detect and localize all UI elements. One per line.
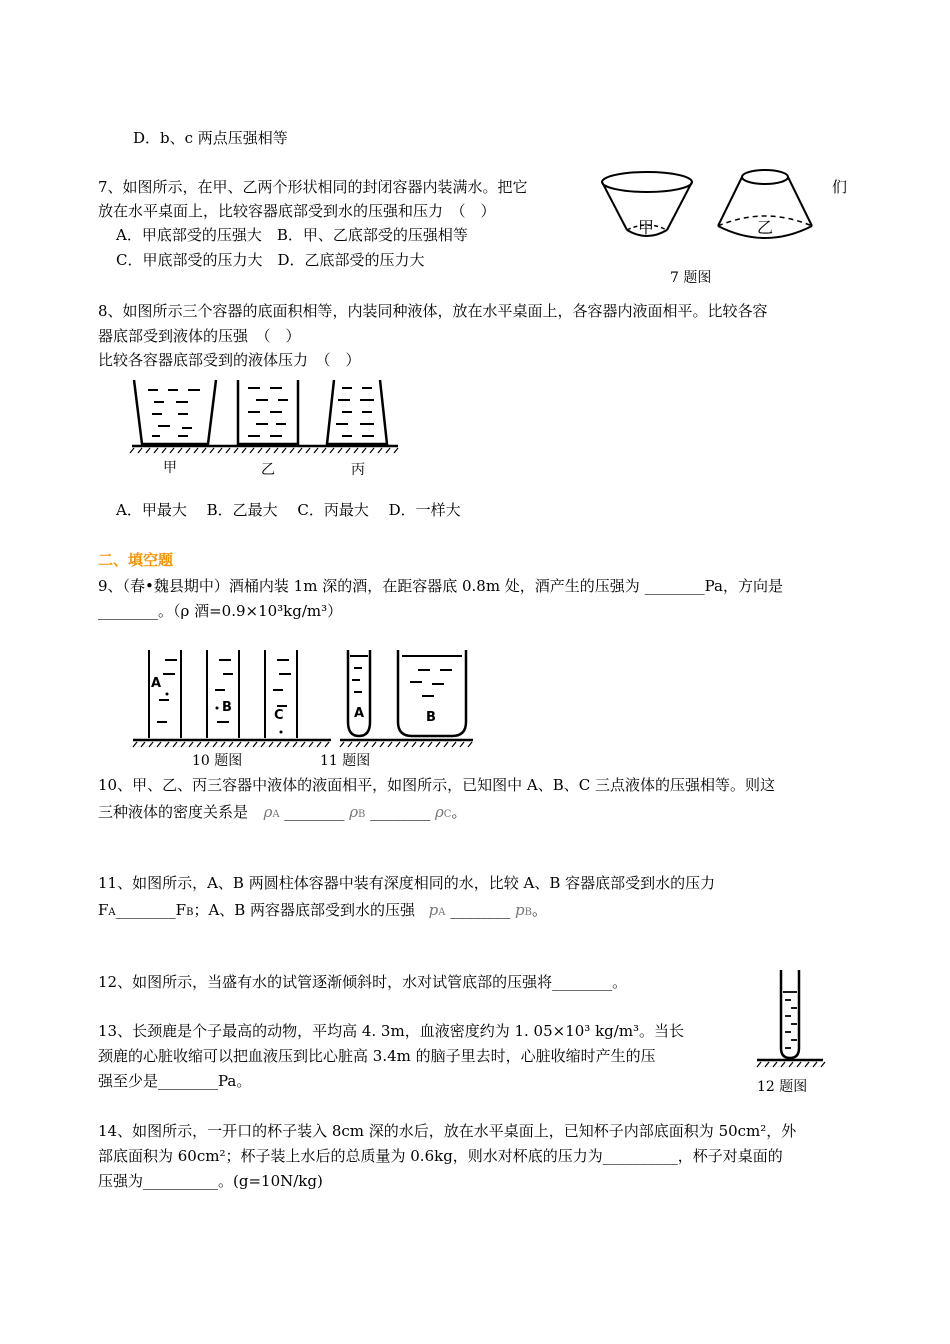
q10-line2 (98, 802, 466, 825)
figure-7-drawing (595, 160, 825, 250)
q11-line2 (98, 900, 547, 923)
figure-11-caption: 11 题图 (320, 753, 371, 769)
q10-end: 。 (451, 803, 467, 821)
q10-blank-1: ________ (284, 803, 345, 821)
figure-12 (755, 968, 825, 1068)
q14-line1: 14、如图所示，一开口的杯子装入 8cm 深的水后，放在水平桌面上，已知杯子内部底面积为 50cm²，外 (98, 1122, 797, 1140)
figure-10-label-c: C (274, 708, 284, 723)
q12-text: 12、如图所示，当盛有水的试管逐渐倾斜时，水对试管底部的压强将________。 (98, 973, 628, 991)
q10-line2-prefix: 三种液体的密度关系是 (98, 803, 249, 821)
figure-7-label-yi: 乙 (757, 218, 774, 237)
q11-f-b-subscript: B (186, 907, 194, 918)
q11-blank-1: ________ (115, 901, 176, 919)
q11-f-a-subscript: A (108, 907, 116, 918)
q6-option-d: D．b、c 两点压强相等 (133, 129, 288, 147)
q11-p-b-subscript: B (524, 907, 532, 918)
q11-f-a: F (98, 901, 109, 919)
q10-rho-c-subscript: C (443, 809, 452, 820)
figure-12-drawing (755, 968, 825, 1068)
figure-8 (130, 378, 400, 483)
q10-line1: 10、甲、乙、丙三容器中液体的液面相平，如图所示，已知图中 A、B、C 三点液体的压强相等。则这 (98, 776, 775, 794)
section-2-title: 二、填空题 (98, 551, 174, 569)
figure-12-caption: 12 题图 (757, 1079, 808, 1095)
q8-options: A．甲最大 B．乙最大 C．丙最大 D．一样大 (116, 501, 461, 519)
q11-mid: ；A、B 两容器底部受到水的压强 (193, 901, 416, 919)
q14-line3: 压强为__________。(g=10N/kg) (98, 1172, 323, 1190)
q9-line2: ________。（ρ 酒=0.9×10³kg/m³） (98, 602, 343, 620)
q14-line2: 部底面积为 60cm²；杯子装上水后的总质量为 0.6kg，则水对杯底的压力为__________，杯子对桌面的 (98, 1147, 783, 1165)
q11-p-a: p (428, 901, 439, 919)
q11-f-b: F (175, 901, 187, 919)
q13-line3: 强至少是________Pa。 (98, 1072, 252, 1090)
figure-11-label-b: B (426, 710, 436, 725)
q8-line2: 器底部受到液体的压强 （ ） (98, 327, 301, 345)
q11-end: 。 (532, 901, 548, 919)
figure-10-drawing (133, 648, 333, 748)
q13-line2: 颈鹿的心脏收缩可以把血液压到比心脏高 3.4m 的脑子里去时，心脏收缩时产生的压 (98, 1047, 656, 1065)
q10-rho-b-subscript: B (358, 809, 366, 820)
q10-blank-2: ________ (370, 803, 431, 821)
q10-rho-c: ρ (434, 803, 444, 821)
q11-p-a-subscript: A (438, 907, 446, 918)
q8-line3: 比较各容器底部受到的液体压力 （ ） (98, 351, 361, 369)
figure-7-caption: 7 题图 (670, 270, 712, 286)
q7-options-cd: C．甲底部受的压力大 D．乙底部受的压力大 (116, 251, 425, 269)
q10-rho-a: ρ (263, 803, 273, 821)
q11-line1: 11、如图所示，A、B 两圆柱体容器中装有深度相同的水，比较 A、B 容器底部受到水的压力 (98, 874, 716, 892)
q10-rho-a-subscript: A (272, 809, 280, 820)
q7-line1-end: 们 (832, 178, 848, 196)
q13-line1: 13、长颈鹿是个子最高的动物，平均高 4. 3m，血液密度约为 1. 05×10³ kg/m³。当长 (98, 1022, 685, 1040)
q7-options-ab: A．甲底部受的压强大 B．甲、乙底部受的压强相等 (116, 226, 468, 244)
figure-7 (595, 160, 825, 250)
q7-line2: 放在水平桌面上，比较容器底部受到水的压强和压力 （ ） (98, 202, 496, 220)
q11-p-b: p (515, 901, 525, 919)
q8-line1: 8、如图所示三个容器的底面积相等，内装同种液体，放在水平桌面上，各容器内液面相平。比较各容 (98, 302, 768, 320)
figure-8-label-bing: 丙 (351, 462, 365, 478)
figure-10-caption: 10 题图 (192, 753, 243, 769)
q10-rho-b: ρ (349, 803, 359, 821)
figure-11 (340, 648, 475, 748)
figure-7-label-jia: 甲 (638, 218, 655, 237)
figure-11-drawing (340, 648, 475, 748)
q11-blank-2: ________ (450, 901, 511, 919)
figure-8-label-yi: 乙 (261, 462, 275, 478)
figure-10 (133, 648, 333, 748)
figure-10-label-a: A (151, 676, 162, 691)
figure-8-label-jia: 甲 (163, 460, 177, 476)
q7-line1: 7、如图所示，在甲、乙两个形状相同的封闭容器内装满水。把它 (98, 178, 528, 196)
figure-10-label-b: B (222, 700, 232, 715)
figure-11-label-a: A (354, 706, 365, 721)
q9-line1: 9、（春•魏县期中）酒桶内装 1m 深的酒，在距容器底 0.8m 处，酒产生的压强为 ________Pa，方向是 (98, 577, 783, 595)
